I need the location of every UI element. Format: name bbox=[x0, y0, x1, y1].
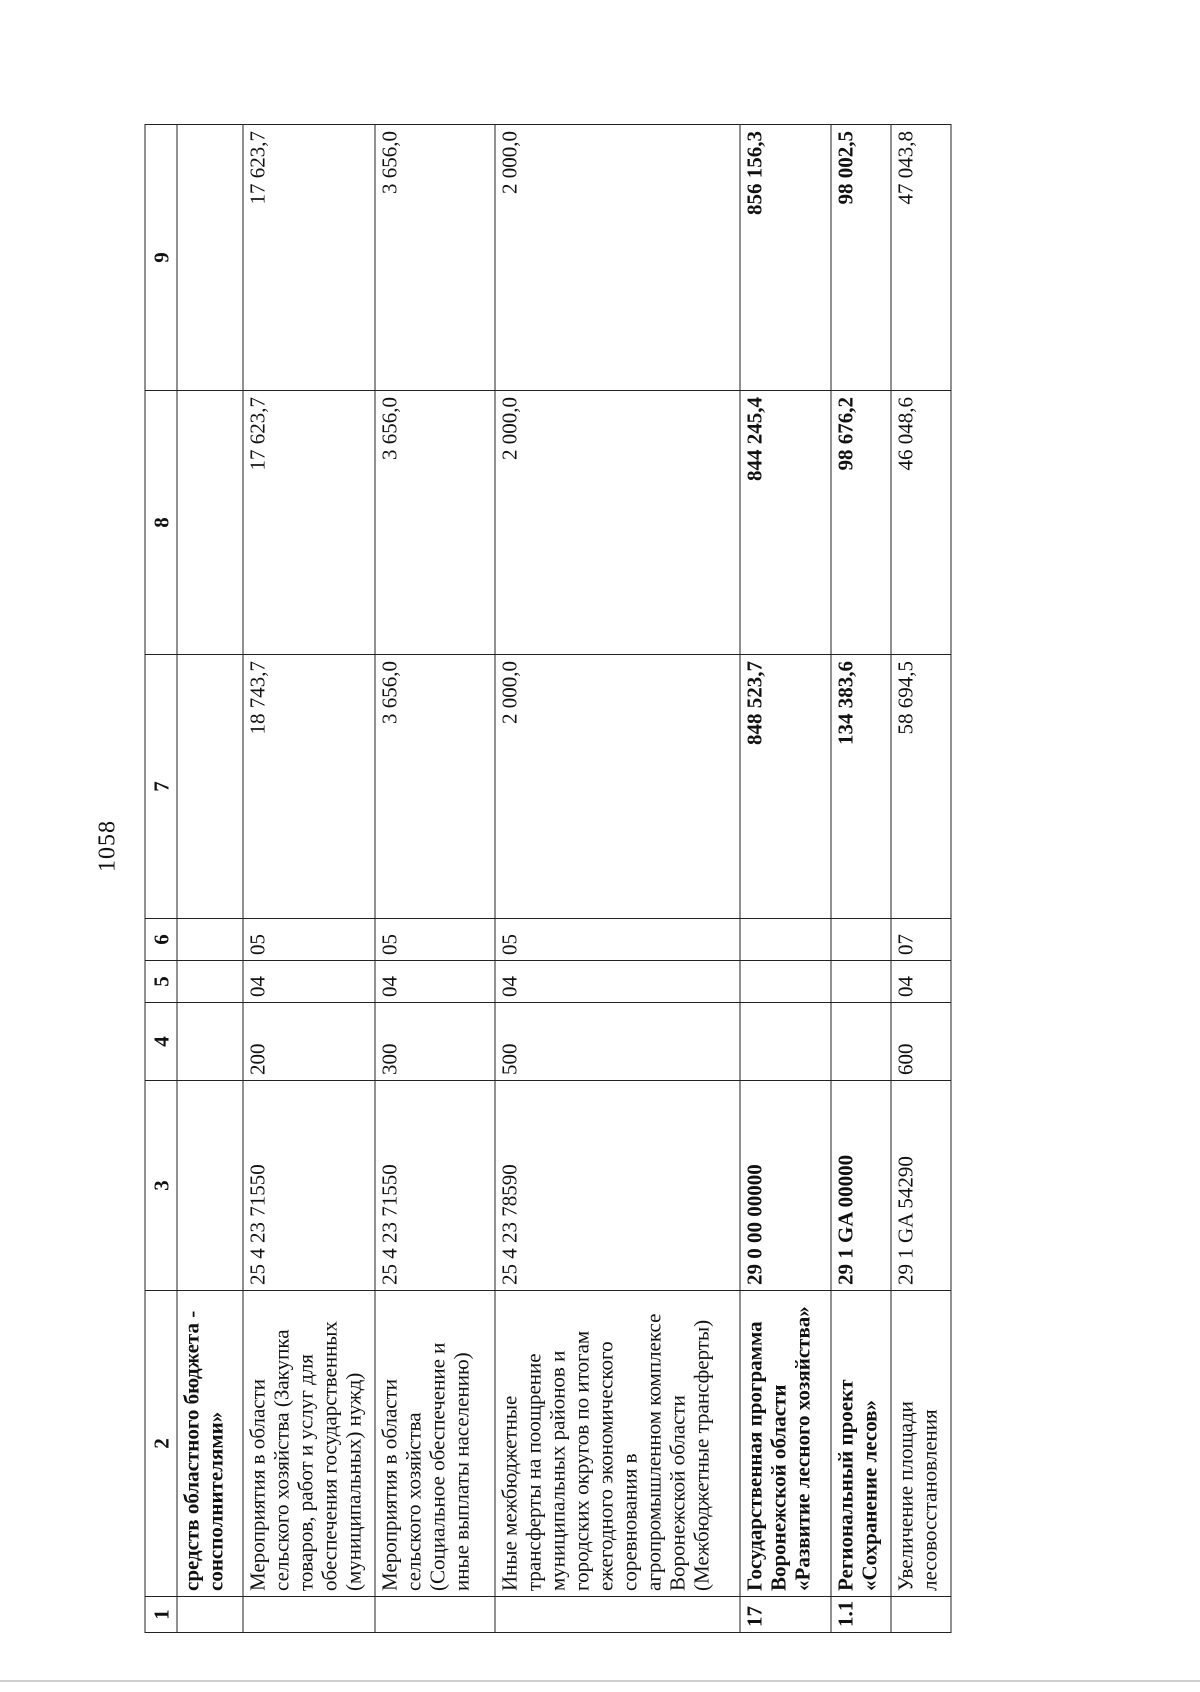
page-number: 1058 bbox=[94, 820, 121, 872]
row-number-cell bbox=[375, 1597, 495, 1633]
col4-cell: 600 bbox=[891, 1003, 951, 1081]
rotated-table-container bbox=[145, 125, 1056, 1633]
value-cell: 3 656,0 bbox=[375, 125, 495, 391]
header-cell: 8 bbox=[145, 391, 177, 655]
header-row bbox=[145, 125, 177, 1633]
scan-edge-line bbox=[0, 1680, 1200, 1682]
col4-cell bbox=[740, 1003, 831, 1081]
col5-cell: 04 bbox=[891, 961, 951, 1003]
col6-cell bbox=[831, 919, 891, 961]
row-number-cell bbox=[891, 1597, 951, 1633]
value-cell: 2 000,0 bbox=[495, 655, 740, 919]
row-number-cell: 17 bbox=[740, 1597, 831, 1633]
col6-cell bbox=[740, 919, 831, 961]
name-cell: Мероприятия в области сельского хозяйства (Закупка товаров, работ и услуг для обеспечения государственных (муниципальных) нужд) bbox=[243, 1291, 375, 1597]
header-cell: 2 bbox=[145, 1291, 177, 1597]
table-row bbox=[891, 125, 951, 1633]
col4-cell: 200 bbox=[243, 1003, 375, 1081]
code-cell: 29 1 GA 54290 bbox=[891, 1081, 951, 1291]
value-cell: 58 694,5 bbox=[891, 655, 951, 919]
col5-cell bbox=[740, 961, 831, 1003]
col4-cell: 300 bbox=[375, 1003, 495, 1081]
col4-cell bbox=[177, 1003, 243, 1081]
code-cell: 29 1 GA 00000 bbox=[831, 1081, 891, 1291]
code-cell: 29 0 00 00000 bbox=[740, 1081, 831, 1291]
col5-cell: 04 bbox=[495, 961, 740, 1003]
row-number-cell bbox=[177, 1597, 243, 1633]
name-cell: средств областного бюджета - сонсполнителями» bbox=[177, 1291, 243, 1597]
value-cell bbox=[177, 655, 243, 919]
table-row bbox=[740, 125, 831, 1633]
table-row bbox=[495, 125, 740, 1633]
name-cell: Увеличение площади лесовосстановления bbox=[891, 1291, 951, 1597]
table-row bbox=[243, 125, 375, 1633]
col6-cell: 05 bbox=[375, 919, 495, 961]
table-row bbox=[831, 125, 891, 1633]
value-cell bbox=[177, 125, 243, 391]
col5-cell bbox=[177, 961, 243, 1003]
value-cell: 2 000,0 bbox=[495, 391, 740, 655]
col6-cell: 05 bbox=[243, 919, 375, 961]
code-cell: 25 4 23 78590 bbox=[495, 1081, 740, 1291]
value-cell: 98 002,5 bbox=[831, 125, 891, 391]
value-cell: 2 000,0 bbox=[495, 125, 740, 391]
value-cell: 848 523,7 bbox=[740, 655, 831, 919]
header-cell: 4 bbox=[145, 1003, 177, 1081]
header-cell: 3 bbox=[145, 1081, 177, 1291]
value-cell: 856 156,3 bbox=[740, 125, 831, 391]
header-cell: 6 bbox=[145, 919, 177, 961]
col6-cell bbox=[177, 919, 243, 961]
value-cell: 3 656,0 bbox=[375, 655, 495, 919]
value-cell: 844 245,4 bbox=[740, 391, 831, 655]
budget-table bbox=[145, 124, 952, 1633]
value-cell: 17 623,7 bbox=[243, 125, 375, 391]
code-cell bbox=[177, 1081, 243, 1291]
header-cell: 1 bbox=[145, 1597, 177, 1633]
table-row bbox=[375, 125, 495, 1633]
col5-cell: 04 bbox=[375, 961, 495, 1003]
col4-cell bbox=[831, 1003, 891, 1081]
name-cell: Государственная программа Воронежской области «Развитие лесного хозяйства» bbox=[740, 1291, 831, 1597]
header-cell: 9 bbox=[145, 125, 177, 391]
value-cell: 134 383,6 bbox=[831, 655, 891, 919]
name-cell: Мероприятия в области сельского хозяйства (Социальное обеспечение и иные выплаты населению) bbox=[375, 1291, 495, 1597]
value-cell: 3 656,0 bbox=[375, 391, 495, 655]
value-cell: 17 623,7 bbox=[243, 391, 375, 655]
header-cell: 5 bbox=[145, 961, 177, 1003]
col5-cell bbox=[831, 961, 891, 1003]
value-cell: 98 676,2 bbox=[831, 391, 891, 655]
table-row bbox=[177, 125, 243, 1633]
value-cell: 46 048,6 bbox=[891, 391, 951, 655]
col4-cell: 500 bbox=[495, 1003, 740, 1081]
row-number-cell: 1.1 bbox=[831, 1597, 891, 1633]
row-number-cell bbox=[243, 1597, 375, 1633]
code-cell: 25 4 23 71550 bbox=[243, 1081, 375, 1291]
value-cell: 47 043,8 bbox=[891, 125, 951, 391]
name-cell: Региональный проект «Сохранение лесов» bbox=[831, 1291, 891, 1597]
value-cell bbox=[177, 391, 243, 655]
row-number-cell bbox=[495, 1597, 740, 1633]
name-cell: Иные межбюджетные трансферты на поощрение муниципальных районов и городских округов по итогам ежегодного экономического соревнования в агропромышленном комплексе Воронежской области (Межбюджетные трансферты) bbox=[495, 1291, 740, 1597]
col6-cell: 07 bbox=[891, 919, 951, 961]
value-cell: 18 743,7 bbox=[243, 655, 375, 919]
col6-cell: 05 bbox=[495, 919, 740, 961]
code-cell: 25 4 23 71550 bbox=[375, 1081, 495, 1291]
header-cell: 7 bbox=[145, 655, 177, 919]
col5-cell: 04 bbox=[243, 961, 375, 1003]
